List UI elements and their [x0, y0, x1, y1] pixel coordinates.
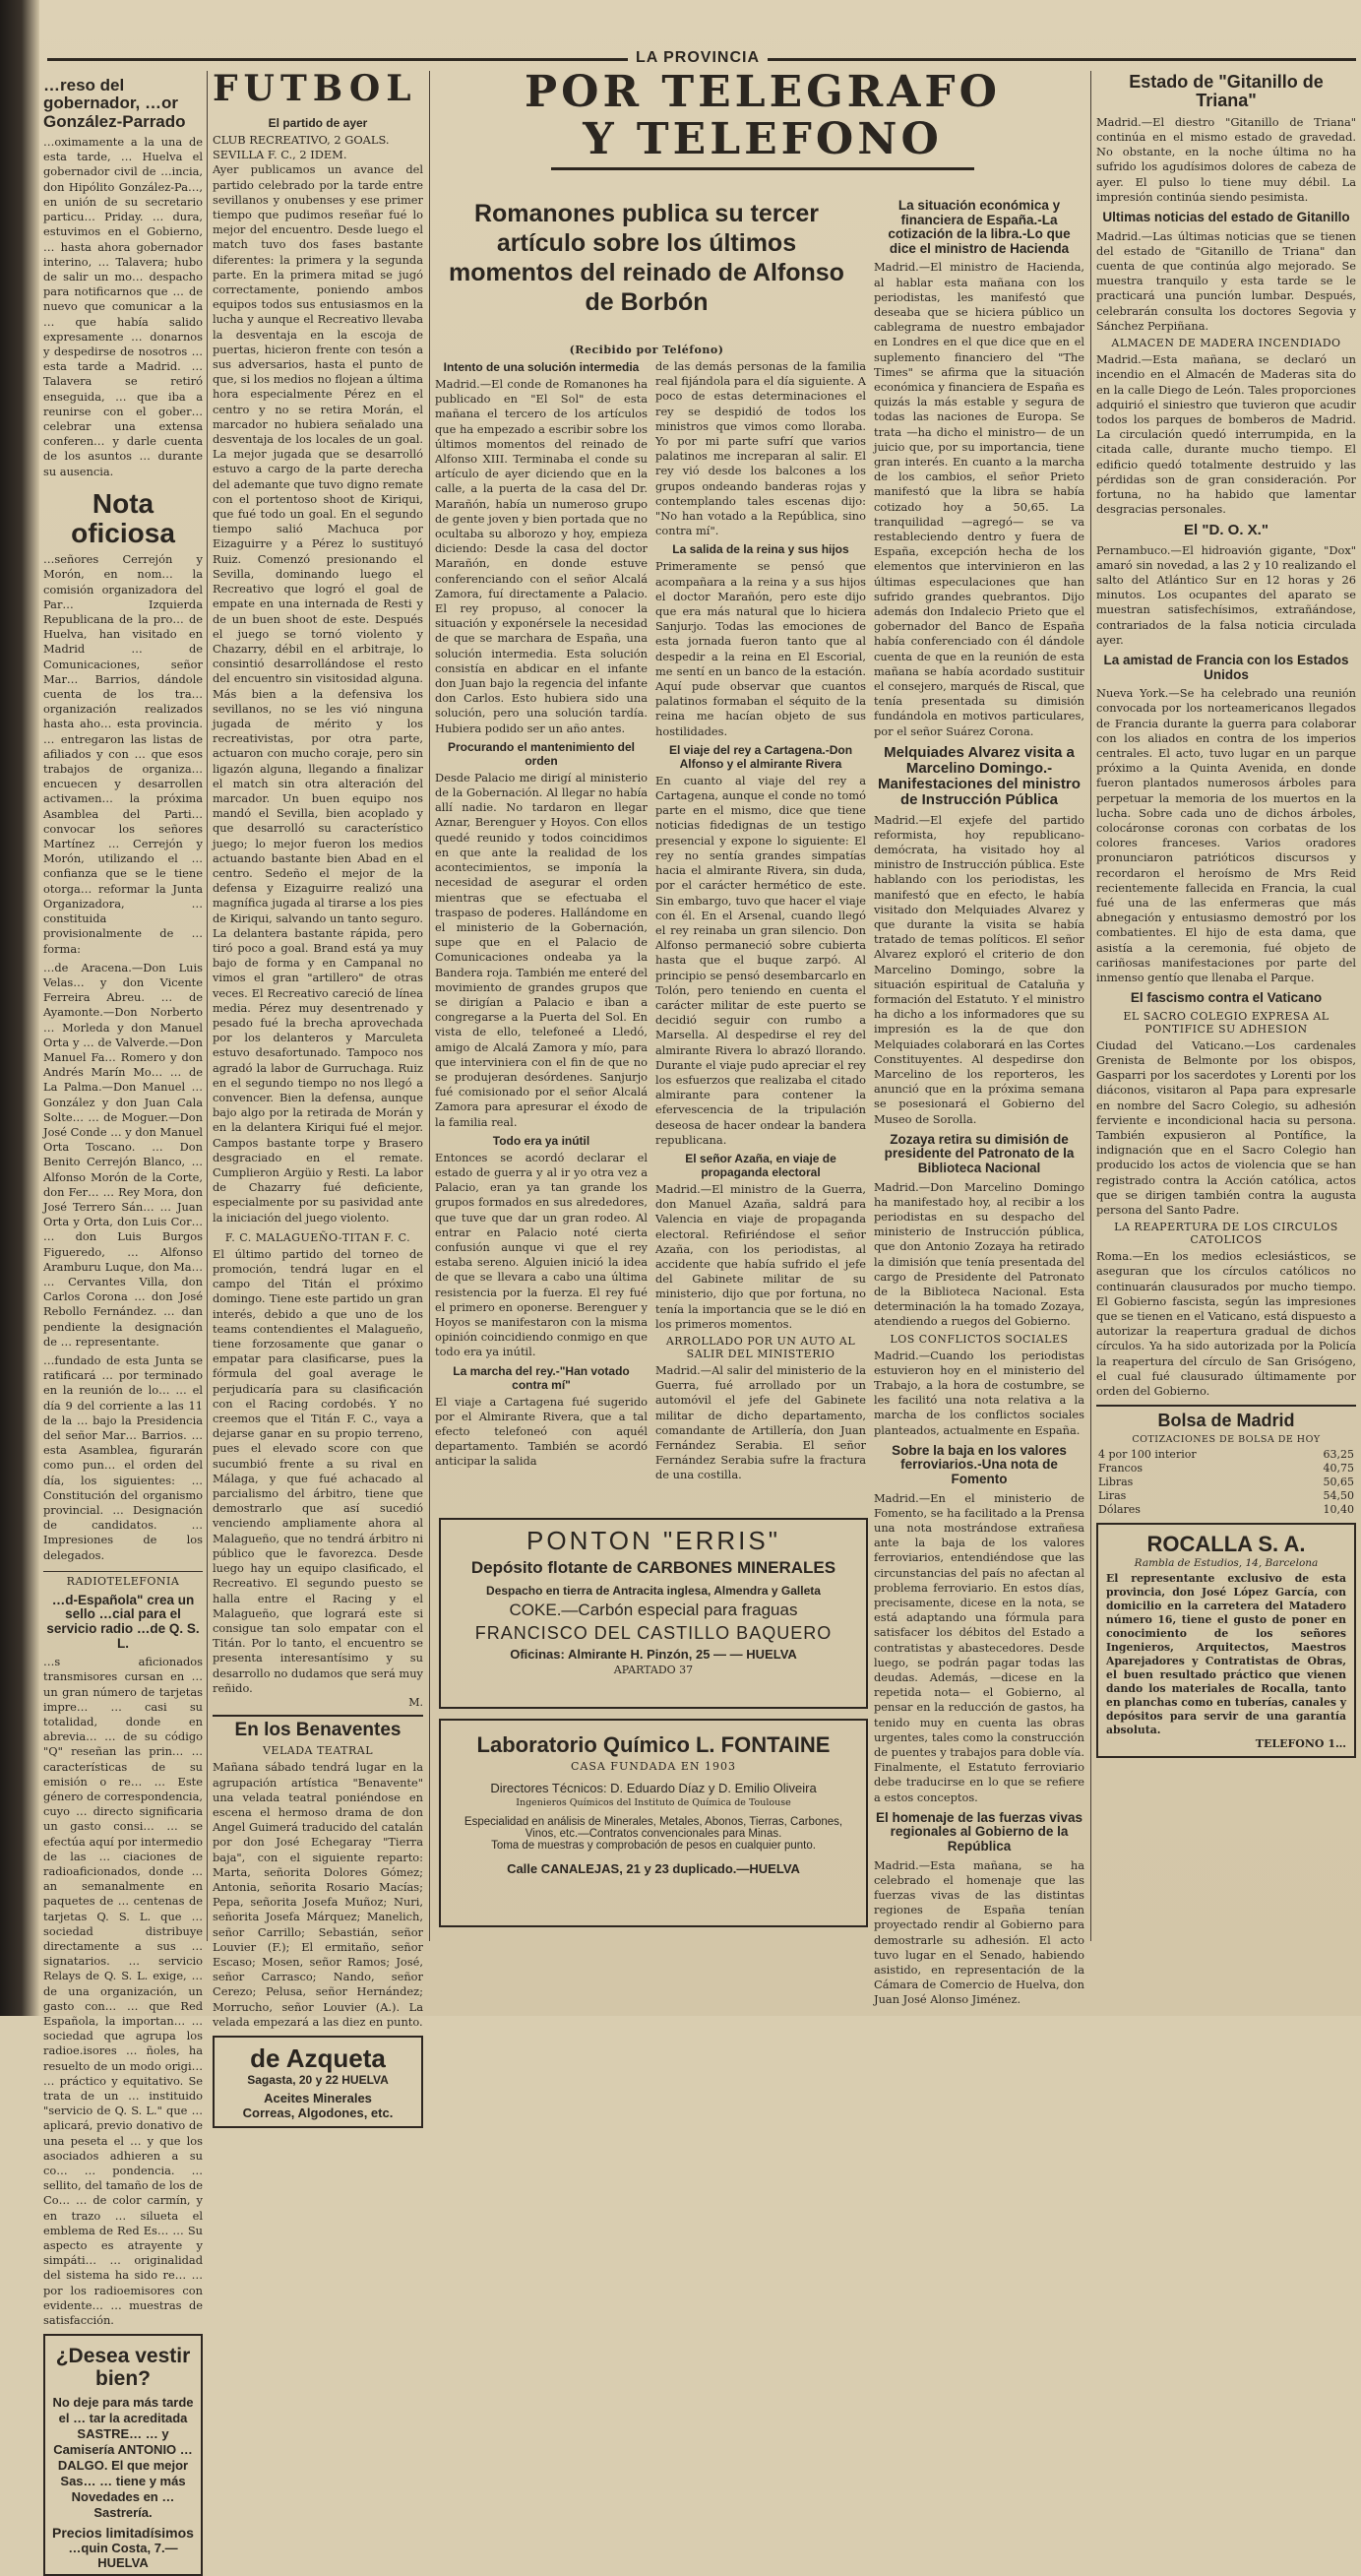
article-body: Madrid.—Esta mañana, se declaró un incendio en el Almacén de Maderas sita do en la calle Diego de León. Tales proporciones adquirió el siniestro que tuvieron que acudir todos los parques de bomberos de Madrid. La circulación quedó interrumpida, en la citada calle, durante mucho tiempo. El edificio quedó totalmente destruido y las pérdidas son de gran consideración. Por fortuna, no ha habido que lamentar desgracias personales.: [1096, 352, 1356, 517]
stock-label: Francos: [1098, 1461, 1143, 1475]
ad-line: Toma de muestras y comprobación de pesos en cualquier punto.: [491, 1840, 816, 1852]
ad-line: Despacho en tierra de Antracita inglesa, Almendra y Galleta: [486, 1584, 821, 1598]
article-body: Madrid.—El ministro de Hacienda, al hablar esta mañana con los periodistas, les manifestó que deseaba que se hiciera público un cablegrama de nuestro embajador en Londres en el que dice que en el suplemento financiero del "The Times" se afirma que la situación económica y financiera de España es quizás la más estable y segura de todas las naciones de Europa. Se trata —ha dicho el ministro— de un juicio que, por su importancia, tiene gran interés. En cuanto a la marcha de los cambios, el señor Prieto manifestó que la libra se había cotizado hoy a 50,65. La tranquilidad —agregó— se va restableciendo dentro y fuera de España, excepción hecha de los elementos que intervinieron en las últimas especulaciones que han sufrido grandes quebrantos. Dijo además don Indalecio Prieto que el gobernador del Banco de España había conferenciado con él dándole cuenta de que en la reunión de esta mañana se había acordado sustituir el consejero, marqués de Riscal, que tenía presentada su dimisión fundándola en motivos particulares, por el señor Suárez Corona.: [874, 260, 1084, 738]
ad-line: Aceites Minerales: [264, 2091, 372, 2106]
article-signature: M.: [408, 1695, 423, 1709]
page-edge-shadow: [0, 0, 39, 2016]
ad-line: COKE.—Carbón especial para fraguas: [509, 1601, 798, 1619]
column-rule: [207, 71, 208, 1941]
ad-address: Sagasta, 20 y 22 HUELVA: [247, 2073, 389, 2088]
page-header: [47, 49, 1356, 67]
article-body: Madrid.—El exjefe del partido reformista, hoy republicano-demócrata, ha visitado hoy al ministro de Instrucción pública. Este hablando con los periodistas, les manifestó que en efecto, le había visitado don Melquiades Alvarez y que durante la visita se había tratado de temas políticos. El señor Alvarez exploró el criterio de don Marcelino Domingo, sobre la situación espiritual de Cataluña y formación del Estatuto. Y el ministro ha dicho a los informadores que su impresión es la de que don Melquiades colaborará en las Cortes Constituyentes. Al despedirse don Marcelino de los reporteros, les anunció que en la próxima semana se posesionará el Gobierno del Museo de Sorolla.: [874, 812, 1084, 1126]
article-body: …señores Cerrejón y Morón, en nom… la comisión organizadora del Par… Izquierda Republicana de la pro… de Huelva, han visitado en Madrid … de Comunicaciones, señor Mar… Barrios, dándole cuenta de los tra… organización realizados hasta aho… esta provincia. … entregaron las listas de afiliados y con … que esos trabajos de organiza… encuecen y desarrollen activamen… la próxima Asamblea del Parti… convocar los señores Martínez … Cerrejón y Morón, utilizando el … confianza que se le tiene otorga… reformar la Junta Organizadora, … constituida provisionalmente de … forma:: [43, 552, 203, 956]
table-row: [1096, 1503, 1356, 1517]
ad-address: Oficinas: Almirante H. Pinzón, 25 — — HUELVA: [510, 1647, 797, 1662]
article-body: Mañana sábado tendrá lugar en la agrupación artística "Benavente" una velada teatral poniéndose en escena el hermoso drama de don Angel Guimerá traducido del catalán por don José Echegaray "Tierra baja", con el siguiente reparto: Marta, señorita Dolores Gómez; Antonia, señorita Rosario Macías; Pepa, señorita Josefa Muñoz; Nuri, señorita Josefa Márquez; Manelich, señor Carrillo; Sebastián, señor Louvier (F.); El ermitaño, señor Escaso; Mosen, señor Ramos; José, señor Carrasco; Nando, señor Cerezo; Pelusa, señor Hernández; Morrucho, señor Louvier (A.). La velada empezará a las diez en punto.: [213, 1760, 423, 2029]
article-body: Primeramente se pensó que acompañara a la reina y a sus hijos el doctor Marañón, pero este dijo que era más natural que lo hiciera Sanjurjo. Todas las emociones de esta jornada fueron tanto que al despedir a la reina en El Escorial, me sentí en un banco de la estación. Aquí pude observar que cuantos palatinos formaban el séquito de la reina me hacían objeto de sus hostilidades.: [655, 559, 866, 738]
headline: Romanones publica su tercer artículo sobre los últimos momentos del reinado de Alfonso de Borbón: [449, 200, 844, 316]
stock-value: 50,65: [1323, 1475, 1354, 1488]
ad-line: APARTADO 37: [613, 1664, 694, 1676]
column-2: [213, 68, 424, 2121]
match-score: CLUB RECREATIVO, 2 GOALS. SEVILLA F. C., 2 IDEM.: [213, 133, 390, 162]
article-body: Madrid.—En el ministerio de Fomento, se ha facilitado a la Prensa una nota mostrándose extrañesa ante la baja de los valores ferroviarios, entendiéndose que las circunstancias del país no afectan al problema ferroviario. En estos días, precisamente, dicese en la nota, se está adaptando una fórmula para satisfacer los débitos del Estado a contratistas y abastecedores. Desde luego, se podrán pagar todas las deudas. Además, —dicese en la repetida nota— el Gobierno, al pensar en la reducción de gastos, ha tenido muy en cuenta las obras urgentes, tales como la construcción de puentes y trabajos para doble vía. Finalmente, el Estatuto ferroviario debe traducirse en lo que se refiere a estos conceptos.: [874, 1490, 1084, 1804]
article-subtitle: Procurando el mantenimiento del orden: [447, 739, 636, 768]
article-subtitle: El viaje del rey a Cartagena.-Don Alfonso y el almirante Rivera: [668, 742, 853, 771]
column-5: [874, 193, 1084, 2007]
ad-address: Calle CANALEJAS, 21 y 23 duplicado.—HUELVA: [507, 1861, 800, 1876]
article-body: …oximamente a la una de esta tarde, … Huelva el gobernador civil de …incia, don Hipólito González-Pa…, en unión de su secretario particu… Priday. … dura, estuvimos en el Gobierno, … hasta ahora gobernador interino, … Talavera; hubo de salir un mo… despacho para notificarnos que … de nuevo que comunicar a la … que había salido expresamente … donarnos y despedirse de nosotros … esta tarde a Madrid. … Talavera se retiró enseguida, … que iba a reunirse con el gober… celebrar una extensa conferen… y darle cuenta de los asuntos … durante su ausencia.: [43, 135, 203, 478]
ad-line: Directores Técnicos: D. Eduardo Díaz y D. Emilio Oliveira: [490, 1781, 817, 1795]
article-title: El homenaje de las fuerzas vivas regionales al Gobierno de la República: [875, 1809, 1083, 1853]
ponton-ad: [439, 1518, 868, 1709]
article-body: Madrid.—Al salir del ministerio de la Guerra, fué arrollado por un automóvil el jefe del Gabinete militar de dicho departamento, comandante de Artillería, don Juan Fernández Serabia. El señor Fernández Serabia sufre la fractura de una costilla.: [655, 1362, 866, 1482]
article-body: El viaje a Cartagena fué sugerido por el Almirante Rivera, que a tal efecto telefoneó con aquél departamento. También se acordó anticipar la salida: [435, 1394, 648, 1469]
article-title: El "D. O. X.": [1184, 522, 1268, 539]
ad-body: No deje para más tarde el … tar la acreditada SASTRE… … y Camisería ANTONIO … DALGO. El que mejor Sas… … tiene y más Novedades en … Sastrería.: [52, 2394, 194, 2520]
column-1: [43, 71, 203, 2570]
ad-address: …quin Costa, 7.—HUELVA: [68, 2540, 178, 2570]
section-title: En los Benaventes: [213, 1715, 423, 1741]
stock-label: Dólares: [1098, 1502, 1141, 1516]
azqueta-ad: [213, 2036, 423, 2128]
ad-subtitle: CASA FUNDADA EN 1903: [570, 1760, 737, 1773]
stock-title: Bolsa de Madrid: [1157, 1411, 1295, 1431]
ad-address: Rambla de Estudios, 14, Barcelona: [1134, 1557, 1319, 1570]
table-row: [1096, 1462, 1356, 1476]
stock-label: 4 por 100 interior: [1098, 1447, 1197, 1461]
stock-value: 10,40: [1323, 1502, 1354, 1516]
article-body: Madrid.—Don Marcelino Domingo ha manifestado hoy, al recibir a los periodistas en su despacho del ministerio de Instrucción pública, que don Antonio Zozaya ha retirado la dimisión que tenía presentada del cargo de Presidente del Patronato de la Biblioteca Nacional. Esta determinación la ha tomado Zozaya, atendiendo a ruegos del Gobierno.: [874, 1179, 1084, 1329]
article-subtitle: F. C. MALAGUEÑO-TITAN F. C.: [224, 1230, 411, 1244]
article-title: …reso del gobernador, …or González-Parrado: [43, 76, 186, 131]
article-title: El fascismo contra el Vaticano: [1130, 990, 1323, 1006]
section-title: Nota oficiosa: [71, 487, 175, 548]
article-subtitle: Intento de una solución intermedia: [443, 360, 640, 374]
article-body: …fundado de esta Junta se ratificará … por terminado en la reunión de lo… … el día 9 del corriente a las 11 de la … bajo la Presidencia del señor Mar… Barrios. … esta Asamblea, figurarán como pun… el orden del día, los siguientes: … Constitución del organismo provincial. … Designación de candidatos. … Impresiones de los delegados.: [43, 1352, 203, 1562]
article-title: La amistad de Francia con los Estados Unidos: [1103, 652, 1349, 682]
ads-block: [439, 1518, 868, 1931]
stock-value: 63,25: [1323, 1447, 1354, 1461]
banner-line-1: POR TELEGRAFO: [525, 67, 1001, 117]
table-row: [1096, 1448, 1356, 1462]
article-body: Madrid.—Las últimas noticias que se tienen del estado de "Gitanillo de Triana" dan cuenta de que continúa algo mejorado. Se muestra tranquilo y esta tarde se le practicará una punción lumbar. Después, celebrarán consulta los doctores Segovia y Sánchez Perpiñana.: [1096, 228, 1356, 333]
table-row: [1096, 1489, 1356, 1503]
article-title: La situación económica y financiera de España.-La cotización de la libra.-Lo que dice el ministro de Hacienda: [888, 198, 1071, 256]
article-subtitle: ARROLLADO POR UN AUTO AL SALIR DEL MINISTERIO: [665, 1334, 856, 1360]
article-body: Roma.—En los medios eclesiásticos, se aseguran que los círculos católicos no continuarán clausurados por mucho tiempo. El Gobierno fascista, según las impresiones que se tienen en el Vaticano, está dispuesto a autorizar la reapertura gradual de dichos círculos. Ya ha sido autorizada por la Policía la reapertura del círculo de San Grisógeno, el cual fué clausurado últimamente por orden del Gobierno.: [1096, 1249, 1356, 1398]
stock-table: [1096, 1448, 1356, 1517]
article-subtitle: La salida de la reina y sus hijos: [672, 542, 849, 557]
banner-rule: [551, 167, 974, 170]
article-title: …d-Española" crea un sello …cial para el servicio radio …de Q. S. L.: [46, 1592, 200, 1651]
article-title: Ultimas noticias del estado de Gitanillo: [1102, 210, 1350, 225]
column-4: [655, 359, 866, 1516]
article-body: Desde Palacio me dirigí al ministerio de la Gobernación. Al llegar no había allí nadie. No tardaron en llegar Aznar, Berenguer y Hoyos. Con ellos quedé reunido y todos coincidimos en que ante la realidad de los acontecimientos, se imponía la necesidad de asegurar el orden mientras que se efectuaba el traspaso de poderes. Hallándome en el ministerio de la Gobernación, supe que en el Palacio de Comunicaciones ondeaba ya la Bandera roja. También me enteré del movimiento de grandes grupos que se dirigían a Palacio e iban a congregarse a la Puerta del Sol. En vista de ello, telefoneé a Lledó, amigo de Alcalá Zamora y mío, para que interviniera con el fin de que no se produjeran desórdenes. Sanjurjo fué comisionado por el señor Alcalá Zamora para apresurar el éxodo de la familia real.: [435, 770, 648, 1129]
dateline: (Recibido por Teléfono): [569, 344, 724, 356]
section-label: RADIOTELEFONIA: [43, 1571, 203, 1588]
ad-title: de Azqueta: [250, 2043, 386, 2074]
ad-phone: TELEFONO 1…: [1255, 1737, 1346, 1751]
article-body: Madrid.—El conde de Romanones ha publicado en "El Sol" de esta mañana el tercero de los artículos que ha empezado a escribir sobre los últimos momentos del reinado de Alfonso XIII. Terminaba el conde su artículo de ayer diciendo que en la calle, a la puerta de la casa del Dr. Marañón, había un numeroso grupo de gente joven y bien portada que no ocultaba su alborozo y hoy, empieza diciendo: Desde la casa del doctor Marañón, en donde estuve conferenciando con el señor Alcalá Zamora, fuí directamente a Palacio. El rey propuso, al conocer la situación y exponérsele la necesidad de que se marchara de España, una solución intermedia. Esta solución consistía en abdicar en el infante don Juan bajo la regencia del infante don Carlos. Esto hubiera sido una solución, pero una solución tardía. Hubiera podido ser un año antes.: [435, 377, 648, 735]
laboratory-ad: [439, 1719, 868, 1927]
column-3-body: [435, 341, 724, 1516]
ad-title: ¿Desea vestir bien?: [55, 2345, 191, 2390]
newspaper-name: LA PROVINCIA: [635, 49, 761, 66]
stock-table-box: [1096, 1405, 1356, 1516]
article-subtitle: El partido de ayer: [268, 116, 368, 130]
section-title: FUTBOL: [213, 68, 417, 109]
article-body: …s aficionados transmisores cursan en … un gran número de tarjetas impre… … casi su totalidad, donde en abrevia… … de su código "Q" reseñan las prin… … características de su emisión o re… … Este género de correspondencia, cuyo … directo significaria un gasto consi… … se efectúa aquí por intermedio de las … ciaciones de radioaficionados, donde … an semanalmente en paquetes de … centenas de tarjetas Q. S. L. que … sociedad distribuye directamente a sus … signatarios. … servicio Relays de Q. S. L. exige, … de una organización, un gasto con… … que Red Española, la importan… … sociedad que agrupa los radioe.isores … ñoles, ha resuelto de un modo origi… … práctico y equitativo. Se trata de un … instituido "servicio de Q. S. L." que … aplicará, previo donativo de una peseta el … y que los asociados adhieren a su co… … pondencia. … sellito, del tamaño de los de Co… … de color carmín, y en trazo … silueta el emblema de Red Es… … Su aspecto es atrayente y simpáti… … originalidad del sistema ha sido re… … por los radioemisores con evidente… … muestras de satisfacción.: [43, 1655, 203, 2328]
header-rule-left: [47, 58, 628, 61]
article-body: El último partido del torneo de promoción, tendrá lugar en el campo del Titán el próximo domingo. Tiene este partido un gran interés, debido a que uno de los teams contendientes el Malagueño, tiene forzosamente que ganar o empatar para clasificarse, pues la fórmula del goal average le perjudicaría para su clasificación con el Racing cordobés. Y no creemos que el Titán F. C., vaya a dejarse ganar en su propio terreno, pues el elevado score con que sucumbió frente a su rival en Málaga, y que fué achacado al parcialismo del árbitro, tiene que demostrarlo que así sucedió venciendo ampliamente ahora al Malagueño, que no tendrá árbitro ni público que le favorezca. Desde luego hay un equipo clasificado, el Recreativo. El segundo puesto se halla entre el Racing y el Malagueño, que logrará este si consigue tan solo empatar con el Titán. Por lo tanto, el encuentro se presenta interesantísimo y su desarrollo no dudamos que será muy reñido.: [213, 1246, 423, 1695]
ad-line: Especialidad en análisis de Minerales, Metales, Abonos, Tierras, Carbones, Vinos, etc.—Contratos convencionales para Minas.: [464, 1816, 843, 1840]
tailor-ad: [43, 2334, 203, 2575]
article-body: Ayer publicamos un avance del partido celebrado por la tarde entre sevillanos y onubenses y ese primer tiempo que pudimos reseñar fué lo mejor del encuentro. Desde luego el match tuvo dos fases bastante diferentes: la primera y la segunda parte. En la primera mitad se jugó correctamente, poniendo ambos equipos todos sus entusiasmos en la lucha y aunque el Recreativo llevaba la desventaja en la escoja de puertas, hicieron frente con tesón a sus adversarios, hasta el punto de que, si los medios no flojean a última hora especialmente Pérez en el centro y no se retira Morán, el marcador no hubiera señalado una desventaja de los locales de un goal. La mejor jugada que se desarrolló estuvo a cargo de la parte derecha del ademante que tuvo digno remate con el portentoso shoot de Kiriqui, que fué todo un goal. En el segundo tiempo salió Machuca por Eizaguirre y a Pérez lo sustituyó Ruiz. Comenzó presionando el Sevilla, dominando luego el Recreativo que logró el goal de empate en una internada de Resti y de un buen shoot de este. Después el juego se tornó violento y Chazarry, débil en el arbitraje, lo consintió desarrollándose el resto del encuentro sin visitosidad alguna. Más bien a la defensiva los sevillanos, no se les vió ninguna jugada de mérito y los recreativistas, por otra parte, actuaron con mucho coraje, pero sin ligazón alguna, llegando a finalizar el match sin otra alteración del marcador. Un buen equipo nos mandó el Sevilla, bien acoplado y que desarrolló su característico juego; lo mejor fueron los medios actuando bastante bien Abad en el centro. Sedeño el mejor de la defensa y Eizaguirre realizó una magnífica jugada al tirarse a los pies de Kiriqui, salvando un tanto seguro. La delantera bastante rápida, pero tiró poco a goal. Brand está ya muy bajo de forma y en Campanal no vimos el gran "artillero" de otras veces. El Recreativo careció de línea media. Pérez muy desentrenado y pesado fué la brecha aprovechada por los delanteros y Marculeta estuvo desafortunado. Tampoco nos agradó la labor de Gurruchaga. Ruiz en el segundo tiempo no nos llegó a convencer. Bien la defensa, aunque bajo algo por la retirada de Morán y en la delantera Kiriqui fué el mejor. Campos bastante torpe y Brasero desgraciado en el remate. Cumplieron Argüio y Resti. La labor de Chazarry fué deficiente, especialmente por su pasividad ante la iniciación del juego violento.: [213, 162, 424, 1225]
stock-value: 40,75: [1323, 1461, 1354, 1475]
article-subtitle: VELADA TEATRAL: [262, 1744, 374, 1758]
ad-body: El representante exclusivo de esta provincia, don José López García, con domicilio en la carretera del Matadero número 16, tiene el gusto de poner en conocimiento de los señores Ingenieros, Arquitectos, Maestros Aparejadores y Contratistas de Obras, el buen resultado práctico que vienen dando los materiales de Rocalla, tanto en planchas como en tuberías, canales y depósitos para servir de una garantía absoluta.: [1106, 1572, 1347, 1737]
article-subtitle: Todo era ya inútil: [492, 1133, 590, 1148]
section-banner: [433, 69, 1092, 165]
rocalla-ad: [1096, 1523, 1356, 1759]
article-body: Madrid.—El diestro "Gitanillo de Triana" continúa en el mismo estado de gravedad. No obstante, en la noche última no ha sufrido los agudísimos dolores de cabeza de ayer. El pulso lo tiene muy débil. La impresión continúa siendo pesimista.: [1096, 114, 1356, 204]
article-body: Nueva York.—Se ha celebrado una reunión convocada por los norteamericanos llegados de Francia durante la guerra para colaborar con los aliados en contra de los imperios centrales. El acto, tuvo lugar en un parque próximo a la Quinta Avenida, en donde fueron plantados numerosos árboles para perpetuar la memoria de los muertos en la lucha. Sobre cada uno de dichos árboles, colocáronse coronas con corbatas de los colores franceses. Varios oradores pronunciaron patrióticos discursos y recordaron el heroísmo de Mrs Reid recientemente fallecida en Francia, la cual fué una de las enfermeras que más abnegación y entusiasmo demostró por los combatientes. El hijo de esta dama, que asistía a la ceremonia, fué objeto de cariñosas manifestaciones por parte del inmenso gentío que llenaba el Parque.: [1096, 686, 1356, 984]
table-row: [1096, 1476, 1356, 1489]
article-body: Madrid.—Esta mañana, se ha celebrado el homenaje que las fuerzas vivas de las distintas regiones de España tenían proyectado rendir al Gobierno para demostrarle su adhesión. El acto tuvo lugar en el Senado, habiendo asistido, en representación de la Cámara de Comercio de Huelva, don Juan José Alonso Jiménez.: [874, 1857, 1084, 2007]
column-rule: [429, 71, 430, 1941]
article-body: …de Aracena.—Don Luis Velas… y don Vicente Ferreira Abreu. … de Ayamonte.—Don Norberto … Morleda y don Manuel Orta y … de Valverde.—Don Manuel Fa… Romero y don Andrés Marín Mo… … de La Palma.—Don Manuel … González y don Juan Cala Solte… … de Moguer.—Don José Conde … y don Manuel Orta Toscano. … Don Benito Cerrejón Blanco, … Alfonso Morón de la Corte, don Fer… … Rey Mora, don José Terrero Sán… … Juan Orta y Orta, don Luis Cor… … don Luis Burgos Figueredo, … Alfonso Aramburu Luque, don Ma… … Cervantes Villa, don Carlos Corona … don José Rebollo Fernández. … dan pendiente la designación de … representante.: [43, 960, 203, 1349]
ad-line: Ingenieros Químicos del Instituto de Química de Toulouse: [516, 1797, 791, 1808]
article-body: Ciudad del Vaticano.—Los cardenales Grenista de Belmonte por los obispos, Gasparri por los sacerdotes y Lorenti por los diáconos, visitaron al Papa para expresarle en nombre del Sacro Colegio, su adhesión ferviente e incondicional hacia su persona. También expusieron al Pontífice, la indignación que en el Sacro Colegio han producido los actos de violencia que se han registrado contra la Acción católica, actos que se dirigen también contra la augusta persona del Santo Padre.: [1096, 1037, 1356, 1217]
stock-subtitle: COTIZACIONES DE BOLSA DE HOY: [1132, 1433, 1321, 1445]
article-body: En cuanto al viaje del rey a Cartagena, aunque el conde no tomó parte en el mismo, dice que tiene noticias fidedignas de un testigo presencial y expone lo siguiente: El rey no sentía grandes simpatías hacia el almirante Rivera, sin duda, por el carácter hermético de este. Sin embargo, tuvo que hacer el viaje con él. En el Arsenal, cuando llegó el rey reinaba un gran silencio. Don Alfonso permaneció sobre cubierta hasta que el buque zarpó. Al principio se pensó desembarcarlo en Tolón, pero teniendo en cuenta el carácter militar de este puerto se decidió seguir con rumbo a Marsella. Al despedirse el rey del almirante Rivera lo abrazó llorando. Durante el viaje pudo apreciar el rey los esfuerzos que realizaba el citado almirante para contener la efervescencia de la tripulación deseosa de hacer ondear la bandera republicana.: [655, 773, 866, 1147]
column-6: [1096, 71, 1356, 1961]
article-subtitle: EL SACRO COLEGIO EXPRESA AL PONTIFICE SU ADHESION: [1123, 1009, 1330, 1036]
ad-subtitle: Depósito flotante de CARBONES MINERALES: [470, 1558, 836, 1577]
stock-value: 54,50: [1323, 1488, 1354, 1502]
article-body: Madrid.—El ministro de la Guerra, don Manuel Azaña, saldrá para Valencia en viaje de propaganda electoral. Refiriéndose el señor Azaña, con los periodistas, al accidente que había sufrido el jefe del Gabinete militar de su ministerio, dijo que por fortuna, no tenía la importancia que se le dió en los primeros momentos.: [655, 1181, 866, 1331]
stock-label: Libras: [1098, 1475, 1134, 1488]
article-body: Entonces se acordó declarar el estado de guerra y al ir yo otra vez a Palacio, eran ya tan grande los grupos formados en sus alrededores, que tuve que dar un gran rodeo. Al entrar en Palacio noté cierta confusión aunque vi que el rey estaba sereno. Alguien inició la idea de que se llevara a cabo una última resistencia por la fuerza. El rey fué el primero en oponerse. Berenguer y Hoyos se manifestaron con la misma opinión coincidiendo conmigo en que todo era ya inútil.: [435, 1150, 648, 1359]
article-title: Melquiades Alvarez visita a Marcelino Domingo.-Manifestaciones del ministro de Instrucción Pública: [878, 743, 1081, 809]
ad-line: Correas, Algodones, etc.: [242, 2105, 394, 2121]
article-title: Zozaya retira su dimisión de presidente del Patronato de la Biblioteca Nacional: [884, 1131, 1075, 1175]
article-subtitle: El señor Azaña, en viaje de propaganda electoral: [685, 1151, 836, 1179]
ad-title: Laboratorio Químico L. FONTAINE: [476, 1732, 831, 1757]
column-rule: [1090, 71, 1091, 1941]
ad-title: ROCALLA S. A.: [1146, 1531, 1306, 1556]
banner-line-2: Y TELEFONO: [583, 114, 943, 164]
article-title: Sobre la baja en los valores ferroviarios.-Una nota de Fomento: [892, 1442, 1067, 1486]
article-subtitle: La marcha del rey.-"Han votado contra mí": [453, 1363, 630, 1392]
stock-label: Liras: [1098, 1488, 1127, 1502]
ad-line: FRANCISCO DEL CASTILLO BAQUERO: [474, 1623, 833, 1643]
article-title: Estado de "Gitanillo de Triana": [1129, 72, 1324, 111]
article-body: Madrid.—Cuando los periodistas estuvieron hoy en el ministerio del Trabajo, a la hora de costumbre, se les facilitó una nota relativa a la marcha de los conflictos sociales planteados, actualmente en España.: [874, 1348, 1084, 1437]
ad-prices: Precios limitadísimos: [52, 2524, 194, 2541]
header-rule-right: [768, 58, 1356, 61]
article-body: Pernambuco.—El hidroavión gigante, "Dox" amaró sin novedad, a las 2 y 10 realizando el salto del Atlántico Sur en 12 horas y 26 minutos. Los ocupantes del aparato se muestran satisfechísimos, extrañándose, contrariados de la falsa noticia circulada ayer.: [1096, 542, 1356, 647]
article-subtitle: LA REAPERTURA DE LOS CIRCULOS CATOLICOS: [1114, 1221, 1338, 1247]
article-subtitle: ALMACEN DE MADERA INCENDIADO: [1111, 337, 1341, 350]
article-body: de las demás personas de la familia real fijándola para el día siguiente. A poco de estas determinaciones el rey se despidió de todos los ministros que vimos como lloraba. Yo por mi parte sufrí que varios palatinos me increparan al salir. El rey vió desde los balcones a los grupos ondeando banderas rojas y contemplando tales escenas dijo: "No han votado a la República, sino contra mí".: [655, 359, 866, 538]
article-subtitle: LOS CONFLICTOS SOCIALES: [890, 1332, 1069, 1346]
ad-title: PONTON "ERRIS": [526, 1526, 780, 1555]
